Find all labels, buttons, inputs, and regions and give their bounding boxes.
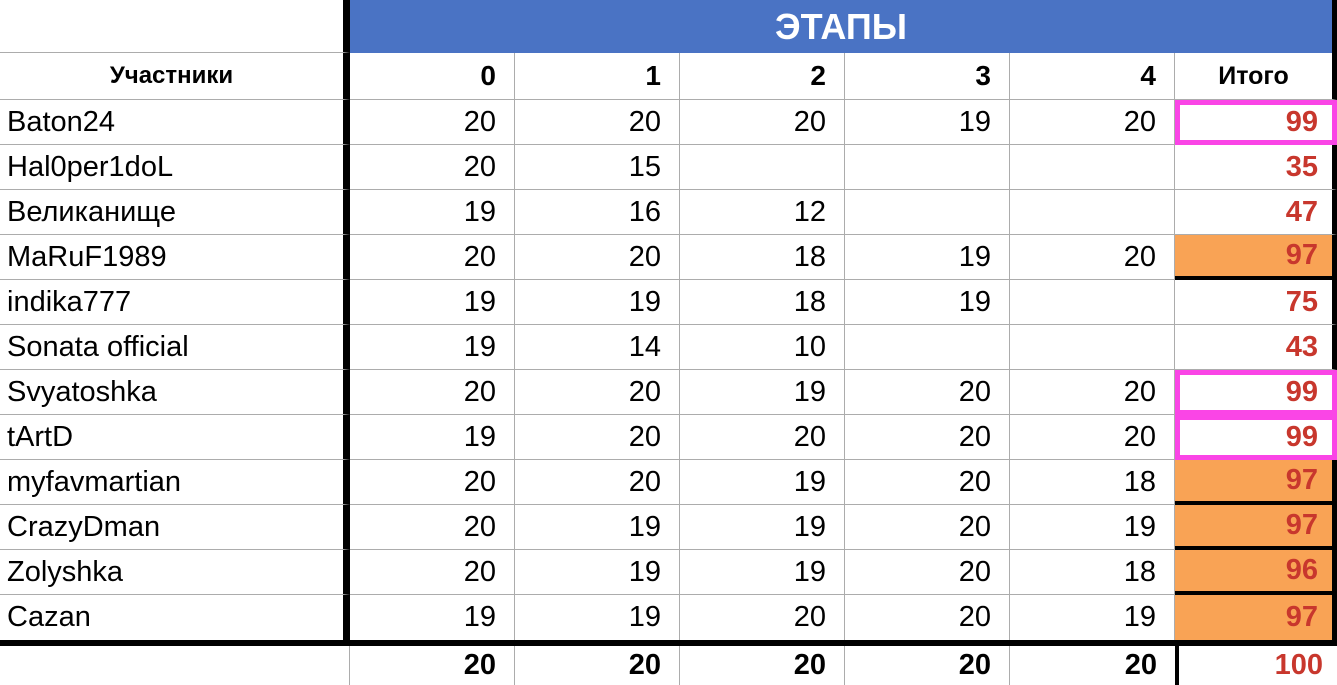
stage-header-1: 1 xyxy=(515,53,680,100)
score-cell-1: 20 xyxy=(515,460,680,505)
score-cell-1: 15 xyxy=(515,145,680,190)
score-cell-1: 20 xyxy=(515,370,680,415)
grand-total-cell: 100 xyxy=(1175,646,1337,685)
score-cell-2 xyxy=(680,145,845,190)
score-cell-4 xyxy=(1010,190,1175,235)
score-cell-1: 20 xyxy=(515,235,680,280)
score-cell-2: 18 xyxy=(680,235,845,280)
totals-score-cell: 20 xyxy=(845,646,1010,685)
totals-empty-cell xyxy=(0,646,350,685)
score-cell-0: 20 xyxy=(350,145,515,190)
stage-header-0: 0 xyxy=(350,53,515,100)
score-cell-2: 20 xyxy=(680,595,845,640)
score-cell-2: 20 xyxy=(680,415,845,460)
score-cell-3 xyxy=(845,145,1010,190)
table-row xyxy=(0,505,1337,550)
score-cell-4: 20 xyxy=(1010,100,1175,145)
participant-name: Sonata official xyxy=(0,325,350,370)
total-cell: 96 xyxy=(1175,550,1337,595)
score-cell-2: 10 xyxy=(680,325,845,370)
total-header: Итого xyxy=(1175,53,1337,100)
score-cell-1: 20 xyxy=(515,100,680,145)
column-header-row xyxy=(0,53,1337,100)
totals-row xyxy=(0,646,1337,685)
total-cell: 99 xyxy=(1175,415,1337,460)
total-cell: 97 xyxy=(1175,595,1337,640)
score-cell-1: 19 xyxy=(515,595,680,640)
table-row xyxy=(0,235,1337,280)
table-row xyxy=(0,280,1337,325)
score-cell-3: 19 xyxy=(845,100,1010,145)
table-row xyxy=(0,325,1337,370)
totals-score-cell: 20 xyxy=(1124,649,1157,681)
participant-name: Hal0per1doL xyxy=(0,145,350,190)
totals-score-cell: 20 xyxy=(515,646,680,685)
score-cell-3 xyxy=(845,190,1010,235)
score-cell-1: 16 xyxy=(515,190,680,235)
score-cell-4 xyxy=(1010,145,1175,190)
corner-cell xyxy=(0,0,350,53)
score-cell-4: 19 xyxy=(1010,505,1175,550)
score-cell-3: 20 xyxy=(845,550,1010,595)
score-cell-0: 19 xyxy=(350,190,515,235)
score-cell-4: 20 xyxy=(1010,235,1175,280)
score-cell-2: 19 xyxy=(680,460,845,505)
score-cell-2: 19 xyxy=(680,505,845,550)
score-cell-1: 19 xyxy=(515,505,680,550)
stage-header-2: 2 xyxy=(680,53,845,100)
stages-band-row xyxy=(0,0,1337,53)
score-cell-2: 19 xyxy=(680,550,845,595)
score-cell-4: 20 xyxy=(1010,370,1175,415)
score-cell-2: 19 xyxy=(680,370,845,415)
stages-title: ЭТАПЫ xyxy=(350,0,1337,53)
participant-name: Svyatoshka xyxy=(0,370,350,415)
total-cell: 97 xyxy=(1175,235,1337,280)
score-cell-1: 19 xyxy=(515,550,680,595)
participant-name: tArtD xyxy=(0,415,350,460)
table-row xyxy=(0,145,1337,190)
table-row xyxy=(0,100,1337,145)
total-cell: 35 xyxy=(1175,145,1337,190)
score-cell-1: 14 xyxy=(515,325,680,370)
total-cell: 43 xyxy=(1175,325,1337,370)
score-cell-0: 20 xyxy=(350,460,515,505)
score-cell-0: 19 xyxy=(350,415,515,460)
score-cell-3: 19 xyxy=(845,235,1010,280)
score-cell-4: 19 xyxy=(1010,595,1175,640)
score-cell-3: 20 xyxy=(845,415,1010,460)
table-row xyxy=(0,460,1337,505)
totals-score-cell: 20 xyxy=(350,646,515,685)
score-cell-1: 20 xyxy=(515,415,680,460)
participant-name: Zolyshka xyxy=(0,550,350,595)
total-cell: 97 xyxy=(1175,460,1337,505)
participant-name: indika777 xyxy=(0,280,350,325)
score-cell-3 xyxy=(845,325,1010,370)
totals-score-cell: 20 xyxy=(680,646,845,685)
score-cell-4: 18 xyxy=(1010,550,1175,595)
score-cell-3: 19 xyxy=(845,280,1010,325)
total-cell: 97 xyxy=(1175,505,1337,550)
participant-name: MaRuF1989 xyxy=(0,235,350,280)
table-body xyxy=(0,100,1337,640)
score-cell-2: 20 xyxy=(680,100,845,145)
score-cell-0: 19 xyxy=(350,595,515,640)
total-cell: 99 xyxy=(1175,370,1337,415)
score-cell-0: 20 xyxy=(350,235,515,280)
score-cell-3: 20 xyxy=(845,370,1010,415)
score-cell-0: 20 xyxy=(350,550,515,595)
score-cell-3: 20 xyxy=(845,595,1010,640)
score-cell-4: 20 xyxy=(1010,415,1175,460)
participant-name: myfavmartian xyxy=(0,460,350,505)
table-row xyxy=(0,415,1337,460)
score-cell-3: 20 xyxy=(845,505,1010,550)
participant-name: Baton24 xyxy=(0,100,350,145)
total-cell: 47 xyxy=(1175,190,1337,235)
participant-name: Великанище xyxy=(0,190,350,235)
stage-header-3: 3 xyxy=(845,53,1010,100)
participants-header: Участники xyxy=(0,53,350,100)
score-cell-3: 20 xyxy=(845,460,1010,505)
table-row xyxy=(0,595,1337,640)
participant-name: CrazyDman xyxy=(0,505,350,550)
stage-header-4: 4 xyxy=(1010,53,1175,100)
total-cell: 75 xyxy=(1175,280,1337,325)
score-cell-1: 19 xyxy=(515,280,680,325)
participant-name: Cazan xyxy=(0,595,350,640)
score-cell-2: 12 xyxy=(680,190,845,235)
total-cell: 99 xyxy=(1175,100,1337,145)
score-cell-2: 18 xyxy=(680,280,845,325)
score-cell-4: 18 xyxy=(1010,460,1175,505)
score-cell-0: 19 xyxy=(350,280,515,325)
table-row xyxy=(0,550,1337,595)
table-row xyxy=(0,370,1337,415)
score-cell-0: 20 xyxy=(350,505,515,550)
score-cell-0: 20 xyxy=(350,370,515,415)
table-row xyxy=(0,190,1337,235)
score-cell-0: 20 xyxy=(350,100,515,145)
score-cell-4 xyxy=(1010,280,1175,325)
score-cell-4 xyxy=(1010,325,1175,370)
score-cell-0: 19 xyxy=(350,325,515,370)
